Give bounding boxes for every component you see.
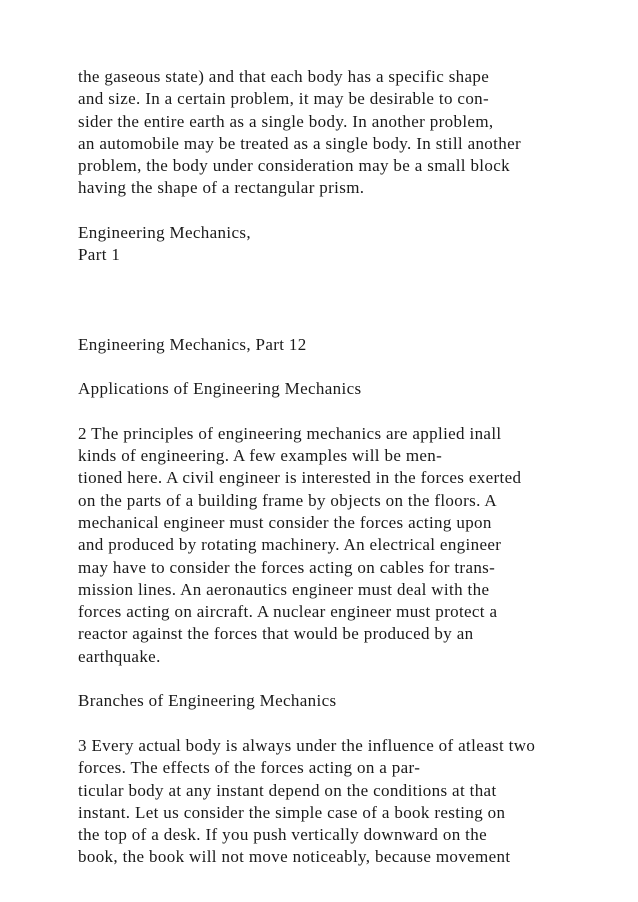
text-line: ticular body at any instant depend on the conditions at that <box>78 780 497 800</box>
text-line: and produced by rotating machinery. An electrical engineer <box>78 535 502 555</box>
text-line: on the parts of a building frame by objects on the floors. A <box>78 490 497 510</box>
text-line: problem, the body under consideration may be a small block <box>78 156 510 176</box>
running-header-line-2: Part 1 <box>78 245 121 265</box>
blank-line <box>78 311 618 333</box>
text-line: the gaseous state) and that each body has a specific shape <box>78 67 490 86</box>
text-line: forces acting on aircraft. A nuclear engineer must protect a <box>78 602 498 622</box>
text-line: having the shape of a rectangular prism. <box>78 178 365 198</box>
blank-line <box>78 267 618 289</box>
blank-line <box>78 400 618 422</box>
text-line: earthquake. <box>78 646 161 666</box>
text-line: an automobile may be treated as a single body. In still another <box>78 133 521 153</box>
blank-line <box>78 200 618 222</box>
page-header: Engineering Mechanics, Part 12 <box>78 334 307 354</box>
text-line: may have to consider the forces acting on cables for trans- <box>78 557 496 577</box>
text-line: mechanical engineer must consider the forces acting upon <box>78 512 492 532</box>
text-line: kinds of engineering. A few examples will be men- <box>78 446 443 466</box>
text-line: instant. Let us consider the simple case of a book resting on <box>78 802 506 822</box>
text-line: forces. The effects of the forces acting on a par- <box>78 758 421 778</box>
blank-line <box>78 356 618 378</box>
text-line: the top of a desk. If you push vertically downward on the <box>78 825 487 845</box>
running-header-line-1: Engineering Mechanics, <box>78 223 251 243</box>
text-line: and size. In a certain problem, it may be desirable to con- <box>78 89 490 109</box>
blank-line <box>78 289 618 311</box>
blank-line <box>78 668 618 690</box>
text-line: mission lines. An aeronautics engineer must deal with the <box>78 579 490 599</box>
text-line: 2 The principles of engineering mechanics are applied inall <box>78 423 502 443</box>
text-line: tioned here. A civil engineer is interested in the forces exerted <box>78 468 522 488</box>
section-heading-applications: Applications of Engineering Mechanics <box>78 379 362 399</box>
text-line: reactor against the forces that would be produced by an <box>78 624 474 644</box>
document-text <box>78 66 618 869</box>
text-line: 3 Every actual body is always under the influence of atleast two <box>78 735 536 755</box>
blank-line <box>78 713 618 735</box>
section-heading-branches: Branches of Engineering Mechanics <box>78 691 337 711</box>
text-line: book, the book will not move noticeably, because movement <box>78 847 511 867</box>
text-line: sider the entire earth as a single body. In another problem, <box>78 111 494 131</box>
